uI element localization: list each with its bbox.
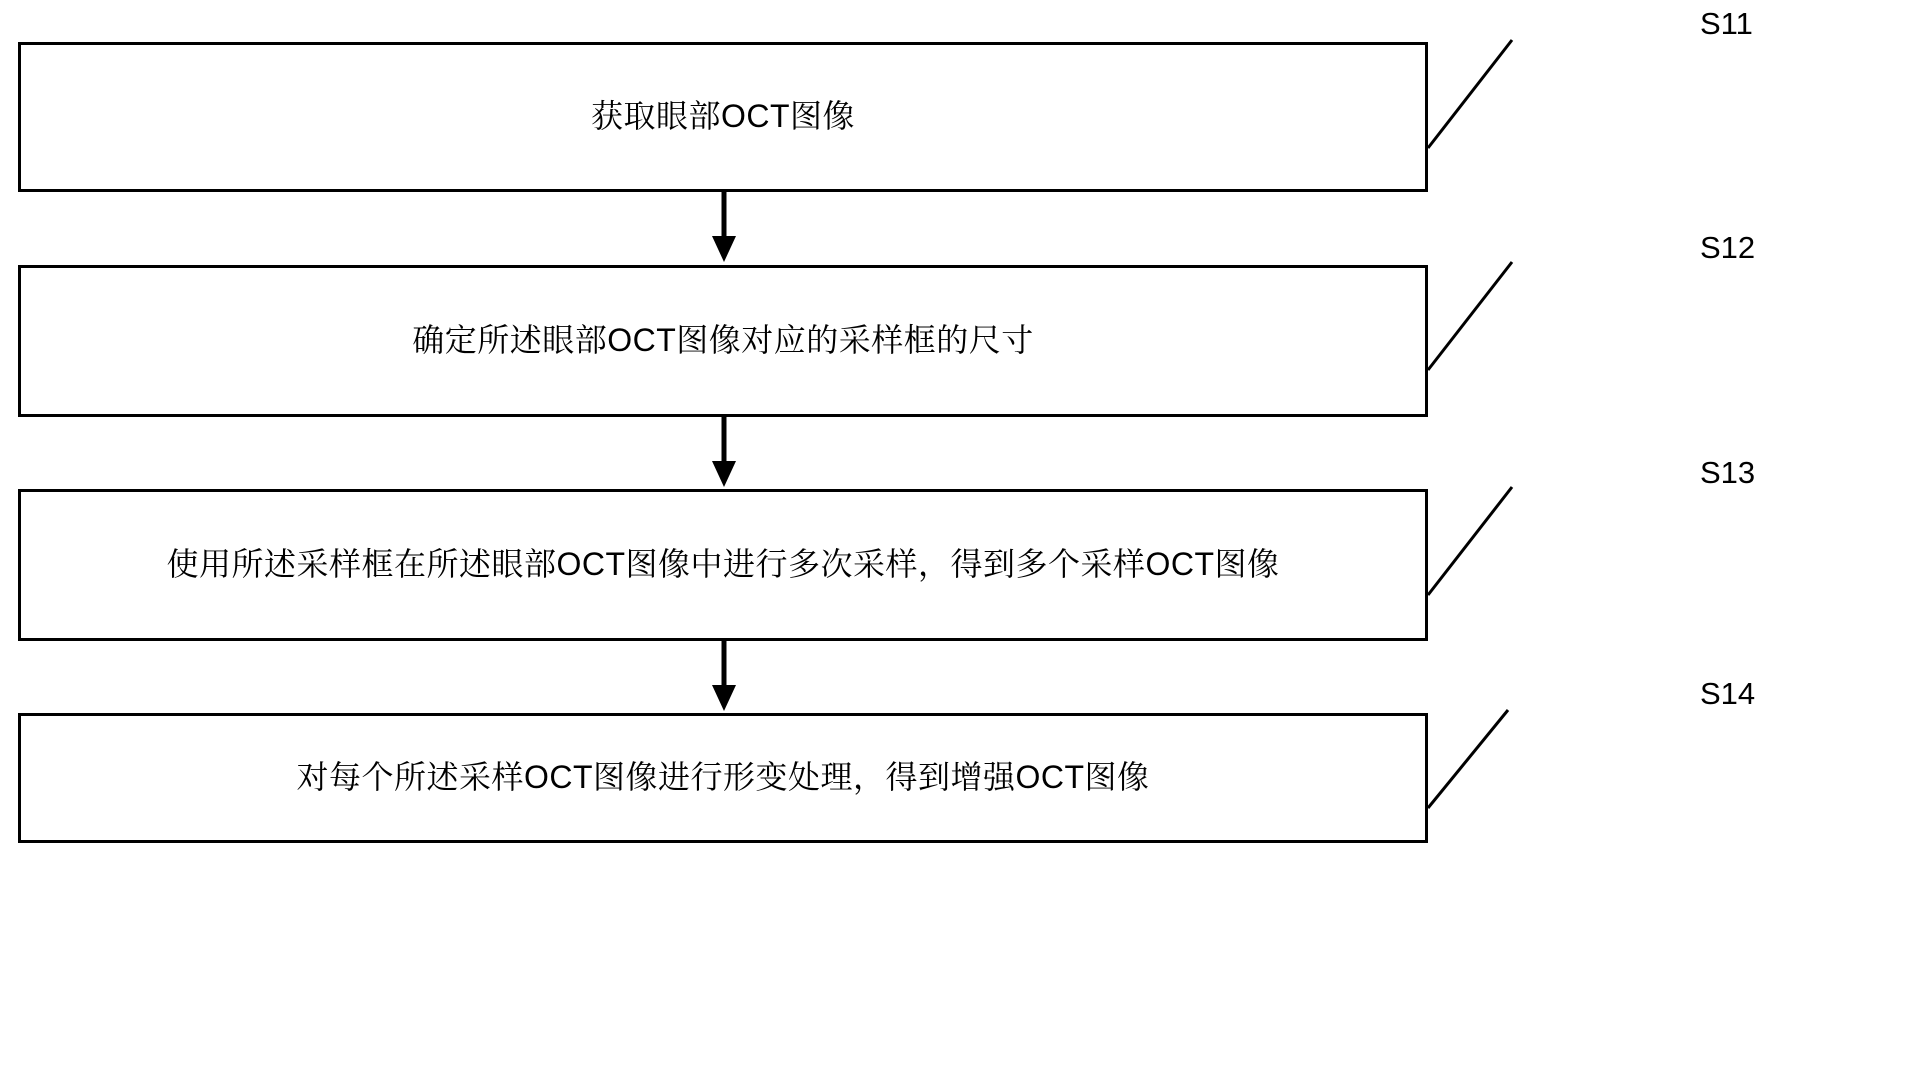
arrow-s13-s14 [700, 641, 748, 713]
arrow-s12-s13 [700, 417, 748, 489]
process-box-s12-label: 确定所述眼部OCT图像对应的采样框的尺寸 [412, 322, 1034, 359]
step-tag-s14: S14 [1700, 676, 1756, 711]
process-box-s14-label: 对每个所述采样OCT图像进行形变处理，得到增强OCT图像 [296, 759, 1150, 796]
step-tag-s11: S11 [1700, 6, 1753, 41]
process-box-s11 [18, 42, 1428, 192]
leader-line-s14 [1420, 690, 1600, 820]
process-box-s11-label: 获取眼部OCT图像 [590, 98, 856, 135]
process-box-s12 [18, 265, 1428, 417]
process-box-s13 [18, 489, 1428, 641]
leader-line-s11 [1420, 18, 1600, 158]
leader-line-s12 [1420, 240, 1600, 380]
leader-line-s13 [1420, 465, 1600, 605]
step-tag-s12: S12 [1700, 230, 1756, 265]
process-box-s14 [18, 713, 1428, 843]
step-tag-s13: S13 [1700, 455, 1756, 490]
arrow-s11-s12 [700, 192, 748, 264]
process-box-s13-label: 使用所述采样框在所述眼部OCT图像中进行多次采样，得到多个采样OCT图像 [166, 546, 1280, 583]
